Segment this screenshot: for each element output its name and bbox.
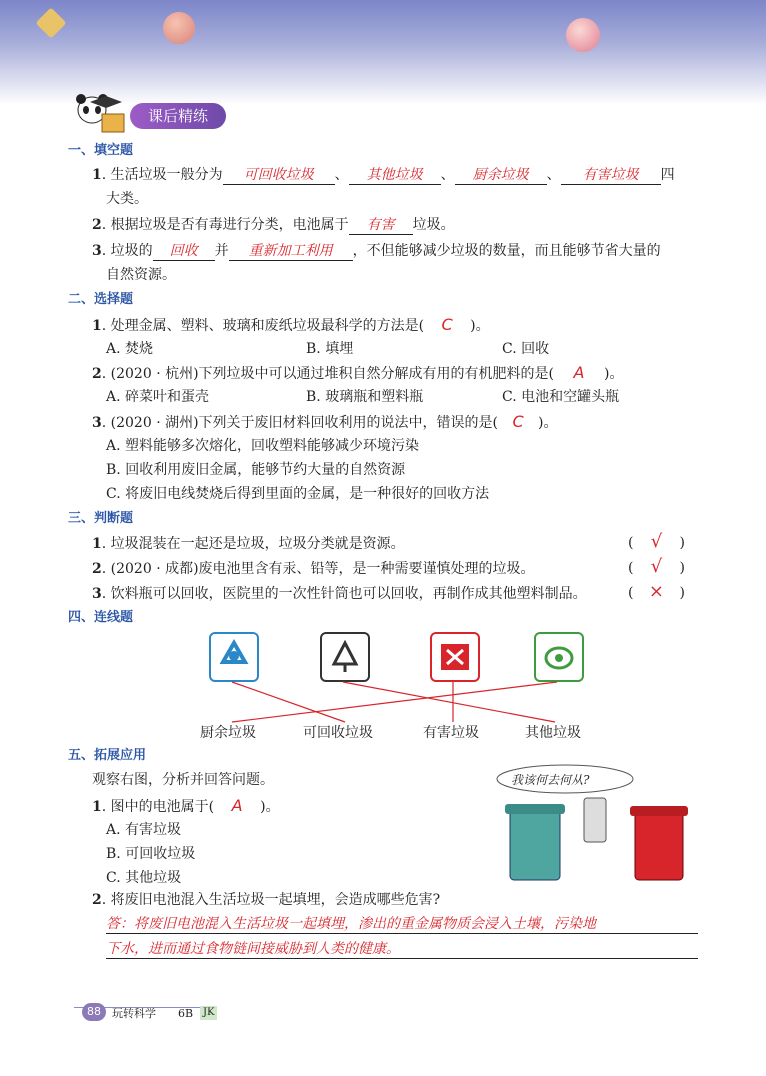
match-label: 可回收垃圾 — [303, 725, 373, 741]
judge-answer-box: ( √ ) — [628, 531, 685, 552]
option: C. 电池和空罐头瓶 — [502, 389, 620, 405]
choice-question-1: 1. 处理金属、塑料、玻璃和废纸垃圾最科学的方法是( C )。 — [92, 315, 490, 334]
fill-question-3-cont: 自然资源。 — [106, 267, 176, 283]
section-heading-choice: 二、选择题 — [68, 292, 134, 307]
extend-intro: 观察右图，分析并回答问题。 — [92, 772, 274, 788]
answer-blank: 可回收垃圾 — [223, 166, 335, 185]
choice-answer: A — [573, 363, 585, 382]
judge-question-3: 3. 饮料瓶可以回收，医院里的一次性针筒也可以回收，再制作成其他塑料制品。 — [92, 586, 587, 602]
option: B. 可回收垃圾 — [106, 846, 196, 862]
option: A. 碎菜叶和蛋壳 — [106, 389, 210, 405]
answer-blank: 回收 — [153, 242, 215, 261]
choice-question-3: 3. (2020 · 湖州)下列关于废旧材料回收利用的说法中，错误的是( C )。 — [92, 412, 558, 431]
option: C. 其他垃圾 — [106, 870, 182, 886]
section-heading-extend: 五、拓展应用 — [68, 748, 147, 763]
choice-question-2: 2. (2020 · 杭州)下列垃圾中可以通过堆积自然分解成有用的有机肥料的是( A )。 — [92, 363, 624, 382]
judge-answer-box: ( × ) — [628, 581, 685, 602]
page-number: 88 — [82, 1003, 106, 1021]
option: A. 焚烧 — [106, 341, 154, 357]
extend-question-2: 2. 将废旧电池混入生活垃圾一起填埋，会造成哪些危害? — [92, 892, 441, 908]
option: A. 有害垃圾 — [106, 822, 182, 838]
extend-question-1: 1. 图中的电池属于( A )。 — [92, 796, 280, 815]
section-heading-match: 四、连线题 — [68, 610, 134, 625]
fill-question-1: 1. 生活垃圾一般分为 可回收垃圾 、 其他垃圾 、 厨余垃圾 、 有害垃圾 四 — [92, 167, 675, 183]
answer-blank: 其他垃圾 — [349, 166, 441, 185]
footer-edition-badge: JK — [200, 1006, 217, 1020]
footer-grade: 6B — [178, 1007, 194, 1020]
answer-blank: 有害 — [349, 216, 413, 235]
judge-mark: √ — [650, 556, 663, 577]
answer-blank: 厨余垃圾 — [455, 166, 547, 185]
option: C. 将废旧电线焚烧后得到里面的金属，是一种很好的回收方法 — [106, 486, 490, 502]
judge-question-2: 2. (2020 · 成都)废电池里含有汞、铅等，是一种需要谨慎处理的垃圾。 — [92, 561, 535, 577]
choice-answer: C — [512, 412, 524, 431]
judge-mark: × — [648, 581, 665, 602]
match-label: 厨余垃圾 — [200, 725, 256, 741]
answer-line-1: 答：将废旧电池混入生活垃圾一起填埋，渗出的重金属物质会浸入土壤，污染地 — [106, 915, 698, 934]
choice-answer: C — [441, 315, 453, 334]
fill-question-1-cont: 大类。 — [106, 191, 148, 207]
option: B. 玻璃瓶和塑料瓶 — [306, 389, 424, 405]
footer-book-title: 玩转科学 — [112, 1007, 156, 1020]
section-heading-fill: 一、填空题 — [68, 143, 134, 158]
speech-bubble-text: 我该何去何从? — [511, 773, 590, 787]
fill-question-2: 2. 根据垃圾是否有毒进行分类，电池属于 有害 垃圾。 — [92, 217, 455, 233]
option: C. 回收 — [502, 341, 550, 357]
section-heading-judge: 三、判断题 — [68, 511, 134, 526]
answer-blank: 有害垃圾 — [561, 166, 661, 185]
match-label: 其他垃圾 — [525, 725, 581, 741]
judge-answer-box: ( √ ) — [628, 556, 685, 577]
option: B. 填埋 — [306, 341, 354, 357]
choice-answer: A — [231, 796, 243, 815]
answer-line-2: 下水，进而通过食物链间接威胁到人类的健康。 — [106, 940, 698, 959]
match-label: 有害垃圾 — [423, 725, 479, 741]
option: A. 塑料能够多次熔化，回收塑料能够减少环境污染 — [106, 438, 420, 454]
section-title-badge: 课后精练 — [130, 103, 226, 129]
judge-mark: √ — [650, 531, 663, 552]
judge-question-1: 1. 垃圾混装在一起还是垃圾，垃圾分类就是资源。 — [92, 536, 405, 552]
fill-question-3: 3. 垃圾的 回收 并 重新加工利用 ，不但能够减少垃圾的数量，而且能够节省大量的 — [92, 243, 661, 259]
option: B. 回收利用废旧金属，能够节约大量的自然资源 — [106, 462, 406, 478]
answer-blank: 重新加工利用 — [229, 242, 353, 261]
